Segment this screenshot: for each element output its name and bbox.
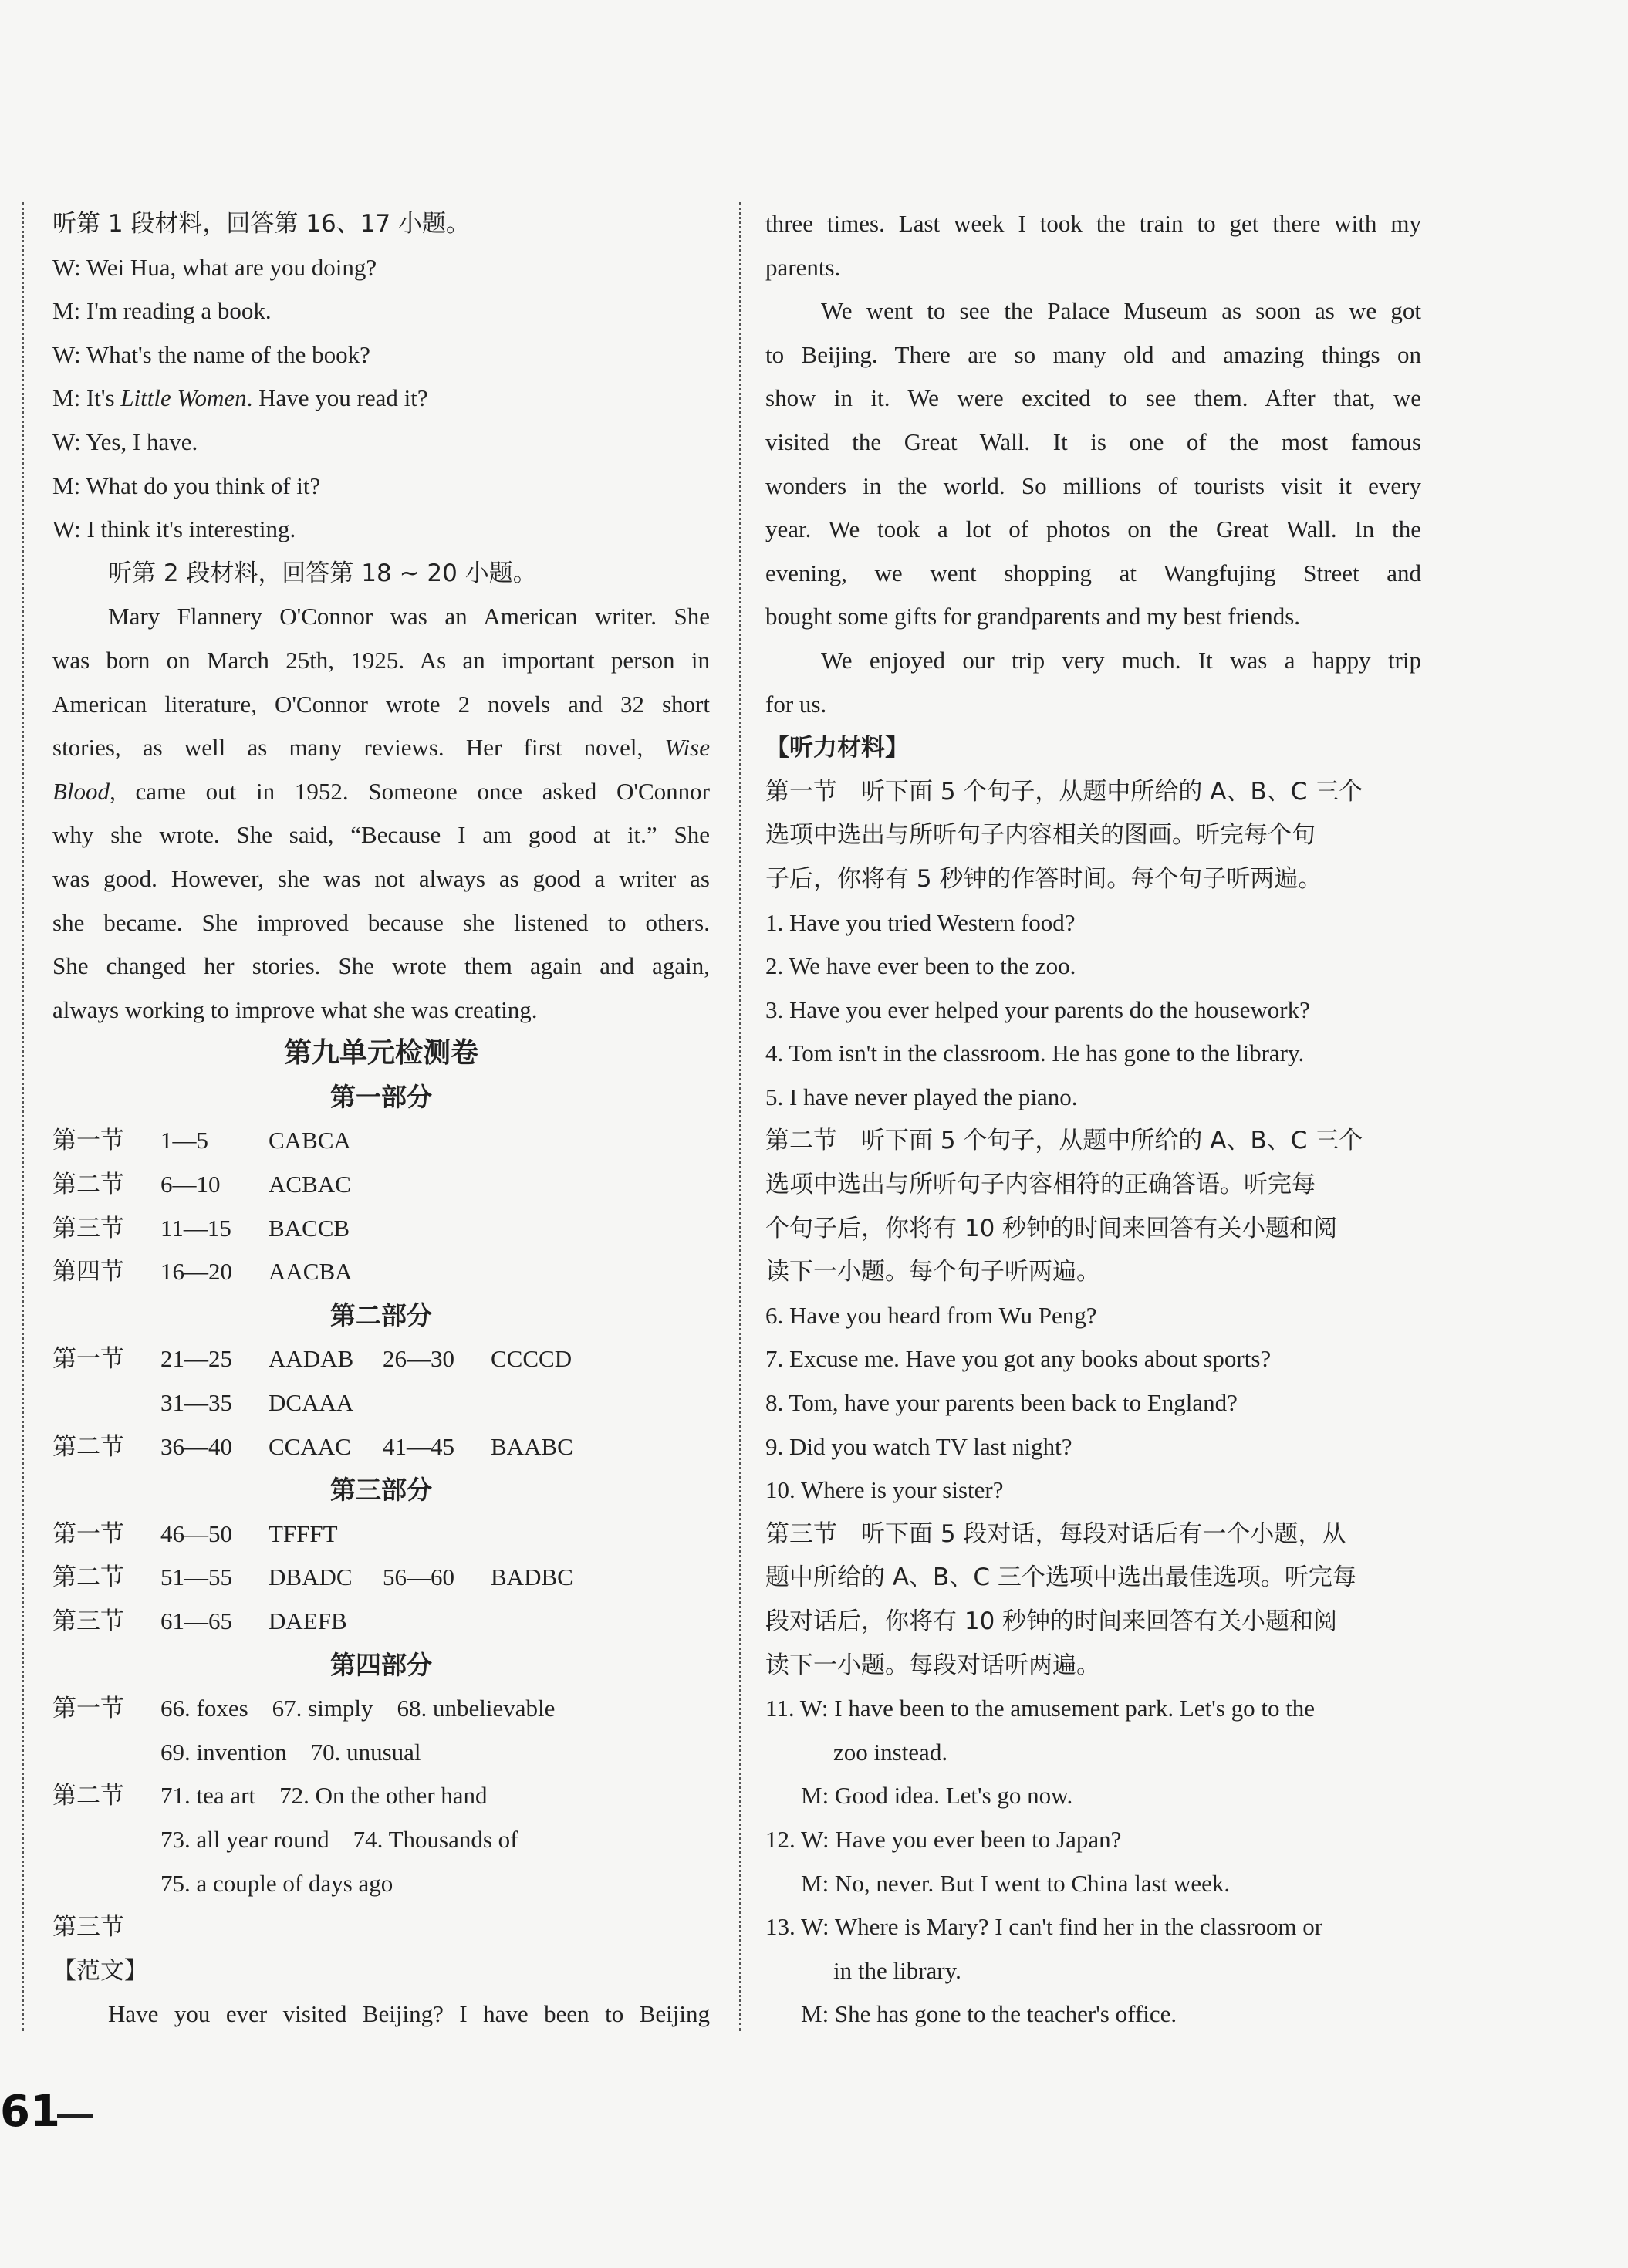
listening-item: 6. Have you heard from Wu Peng?	[765, 1301, 1097, 1329]
left-margin-dotted-line	[22, 202, 24, 2031]
listening-item: 3. Have you ever helped your parents do the housework?	[765, 995, 1310, 1023]
text-line: American literature, O'Connor wrote 2 novels and 32 short	[52, 690, 710, 718]
section-label: 第三节	[52, 1913, 124, 1942]
section-label: 第一节	[52, 1127, 124, 1155]
answer-row	[52, 1687, 710, 1731]
listening-item: 4. Tom isn't in the classroom. He has gone to the library.	[765, 1039, 1305, 1067]
novel-title: Wise	[664, 734, 710, 762]
answer-row	[52, 1905, 710, 1949]
section-label: 第二节	[52, 1563, 124, 1592]
part-2-heading: 第二部分	[330, 1300, 432, 1330]
text-span: stories, as well as many reviews. Her first novel,	[52, 734, 665, 762]
essay-line: to Beijing. There are so many old and amazing things on	[765, 340, 1421, 368]
text-line: W: Wei Hua, what are you doing?	[52, 253, 377, 281]
text-line: Mary Flannery O'Connor was an American writer. She	[108, 603, 710, 630]
part-1-heading: 第一部分	[330, 1081, 432, 1112]
dialogue-1-header: 听第 1 段材料，回答第 16、17 小题。	[52, 210, 471, 238]
essay-line: We went to see the Palace Museum as soon as we got	[821, 297, 1421, 325]
listening-script-heading: 【听力材料】	[765, 734, 909, 762]
section-2-instructions: 选项中选出与所听句子内容相符的正确答语。听完每	[765, 1171, 1316, 1199]
section-label: 第二节	[52, 1171, 124, 1199]
passage-2-header: 听第 2 段材料，回答第 18 ~ 20 小题。	[108, 559, 537, 587]
dialogue-line: 12. W: Have you ever been to Japan?	[765, 1825, 1122, 1853]
question-range: 51—55	[160, 1563, 232, 1591]
text-line	[52, 377, 710, 421]
listening-item: 5. I have never played the piano.	[765, 1083, 1078, 1110]
question-range: 46—50	[160, 1519, 232, 1547]
dialogue-line: 11. W: I have been to the amusement park. Let's go to the	[765, 1695, 1316, 1722]
answer-key: BACCB	[269, 1214, 350, 1242]
answer-row	[52, 1774, 710, 1818]
column-divider-dotted-line	[739, 202, 741, 2031]
listening-item: 1. Have you tried Western food?	[765, 908, 1076, 936]
section-2-instructions: 个句子后，你将有 10 秒钟的时间来回答有关小题和阅	[765, 1214, 1338, 1242]
section-1-instructions: 第一节 听下面 5 个句子，从题中所给的 A、B、C 三个	[765, 777, 1363, 806]
answer-key: CCAAC	[269, 1432, 351, 1460]
listening-item: 8. Tom, have your parents been back to England?	[765, 1389, 1238, 1417]
answer-row: 69. invention 70. unusual	[160, 1738, 421, 1766]
section-3-instructions: 第三节 听下面 5 段对话，每段对话后有一个小题，从	[765, 1519, 1346, 1548]
answer-row: 75. a couple of days ago	[160, 1869, 393, 1897]
answer-key: DCAAA	[269, 1389, 354, 1417]
section-label: 第四节	[52, 1258, 124, 1286]
text-line: she became. She improved because she listened to others.	[52, 908, 710, 936]
question-range: 36—40	[160, 1432, 232, 1460]
section-label: 第一节	[52, 1345, 124, 1374]
text-span: M: It's	[52, 384, 121, 412]
essay-line: bought some gifts for grandparents and my best friends.	[765, 603, 1301, 630]
part-3-heading: 第三部分	[330, 1475, 432, 1506]
dialogue-line: in the library.	[833, 1956, 961, 1984]
text-span: . Have you read it?	[246, 384, 428, 412]
section-1-instructions: 子后，你将有 5 秒钟的作答时间。每个句子听两遍。	[765, 864, 1322, 893]
answer-row	[52, 1556, 710, 1600]
question-range: 61—65	[160, 1607, 232, 1634]
text-line: M: I'm reading a book.	[52, 297, 272, 325]
answer-key: BAABC	[491, 1432, 573, 1460]
answer-key: AACBA	[269, 1258, 353, 1286]
section-label: 第二节	[52, 1782, 124, 1810]
dialogue-line: M: Good idea. Let's go now.	[801, 1782, 1073, 1810]
answer-row: 73. all year round 74. Thousands of	[160, 1825, 518, 1853]
section-label: 第二节	[52, 1432, 124, 1461]
sample-essay-label: 【范文】	[52, 1956, 148, 1985]
answer-row	[52, 1207, 710, 1251]
essay-line: parents.	[765, 253, 841, 281]
listening-item: 2. We have ever been to the zoo.	[765, 952, 1076, 980]
answer-key: BADBC	[491, 1563, 573, 1591]
text-span: , came out in 1952. Someone once asked O'Connor	[110, 777, 710, 805]
question-range: 26—30	[383, 1345, 454, 1373]
novel-title: Blood	[52, 777, 110, 805]
book-title: Little Women	[120, 384, 247, 412]
section-1-instructions: 选项中选出与所听句子内容相关的图画。听完每个句	[765, 821, 1316, 850]
answer-row	[52, 1250, 710, 1294]
answer-key: DAEFB	[269, 1607, 347, 1634]
section-2-instructions: 第二节 听下面 5 个句子，从题中所给的 A、B、C 三个	[765, 1127, 1363, 1155]
text-line: She changed her stories. She wrote them again and again,	[52, 952, 710, 980]
answer-row	[52, 1337, 710, 1381]
text-line: W: I think it's interesting.	[52, 515, 296, 543]
dialogue-line: M: No, never. But I went to China last week.	[801, 1869, 1231, 1897]
dialogue-line: zoo instead.	[833, 1738, 948, 1766]
essay-line: three times. Last week I took the train to get there with my	[765, 210, 1421, 237]
question-range: 41—45	[383, 1432, 454, 1460]
section-3-instructions: 读下一小题。每段对话听两遍。	[765, 1651, 1100, 1679]
section-label: 第一节	[52, 1519, 124, 1548]
section-3-instructions: 段对话后，你将有 10 秒钟的时间来回答有关小题和阅	[765, 1607, 1338, 1635]
text-line: was good. However, she was not always as good a writer as	[52, 864, 710, 892]
essay-line: wonders in the world. So millions of tourists visit it every	[765, 472, 1421, 499]
question-range: 1—5	[160, 1127, 208, 1154]
question-range: 6—10	[160, 1171, 221, 1198]
section-2-instructions: 读下一小题。每个句子听两遍。	[765, 1258, 1100, 1286]
answer-key: DBADC	[269, 1563, 353, 1591]
answer-key: CABCA	[269, 1127, 351, 1154]
section-label: 第一节	[52, 1695, 124, 1723]
left-column	[52, 202, 710, 2036]
essay-line: show in it. We were excited to see them. After that, we	[765, 384, 1421, 412]
section-label: 第三节	[52, 1607, 124, 1635]
answer-row	[52, 1425, 710, 1469]
text-line	[52, 726, 710, 770]
text-line	[52, 770, 710, 814]
answer-row	[52, 1163, 710, 1207]
answer-row	[52, 1600, 710, 1644]
part-4-heading: 第四部分	[330, 1649, 432, 1680]
answer-text: 66. foxes 67. simply 68. unbelievable	[160, 1695, 556, 1722]
text-line: W: Yes, I have.	[52, 428, 198, 455]
page-number: 61	[0, 2087, 60, 2137]
answer-key: TFFFT	[269, 1519, 338, 1547]
listening-item: 10. Where is your sister?	[765, 1476, 1004, 1504]
text-line: W: What's the name of the book?	[52, 340, 370, 368]
essay-line: for us.	[765, 690, 827, 718]
question-range: 31—35	[160, 1389, 232, 1417]
page-number-dash	[57, 2114, 93, 2118]
right-column	[765, 202, 1421, 2036]
answer-key: CCCCD	[491, 1345, 573, 1373]
question-range: 11—15	[160, 1214, 231, 1242]
question-range: 56—60	[383, 1563, 454, 1591]
dialogue-line: M: She has gone to the teacher's office.	[801, 2000, 1177, 2028]
question-range: 16—20	[160, 1258, 232, 1286]
unit-title: 第九单元检测卷	[283, 1037, 478, 1070]
essay-line: evening, we went shopping at Wangfujing Street and	[765, 559, 1421, 586]
dialogue-line: 13. W: Where is Mary? I can't find her in the classroom or	[765, 1913, 1323, 1941]
essay-line: Have you ever visited Beijing? I have been to Beijing	[108, 2000, 710, 2028]
question-range: 21—25	[160, 1345, 232, 1373]
text-line: M: What do you think of it?	[52, 472, 321, 499]
essay-line: We enjoyed our trip very much. It was a happy trip	[821, 646, 1421, 674]
answer-row	[52, 1119, 710, 1163]
text-line: why she wrote. She said, “Because I am good at it.” She	[52, 821, 710, 849]
section-3-instructions: 题中所给的 A、B、C 三个选项中选出最佳选项。听完每	[765, 1563, 1356, 1592]
answer-row	[52, 1381, 710, 1425]
listening-item: 9. Did you watch TV last night?	[765, 1432, 1072, 1460]
text-line: was born on March 25th, 1925. As an important person in	[52, 646, 710, 674]
answer-key: ACBAC	[269, 1171, 351, 1198]
text-line: always working to improve what she was creating.	[52, 995, 538, 1023]
answer-row	[52, 1513, 710, 1557]
essay-line: visited the Great Wall. It is one of the most famous	[765, 428, 1421, 455]
section-label: 第三节	[52, 1214, 124, 1242]
essay-line: year. We took a lot of photos on the Great Wall. In the	[765, 515, 1421, 543]
answer-key: AADAB	[269, 1345, 354, 1373]
listening-item: 7. Excuse me. Have you got any books about sports?	[765, 1345, 1272, 1373]
answer-text: 71. tea art 72. On the other hand	[160, 1782, 488, 1810]
